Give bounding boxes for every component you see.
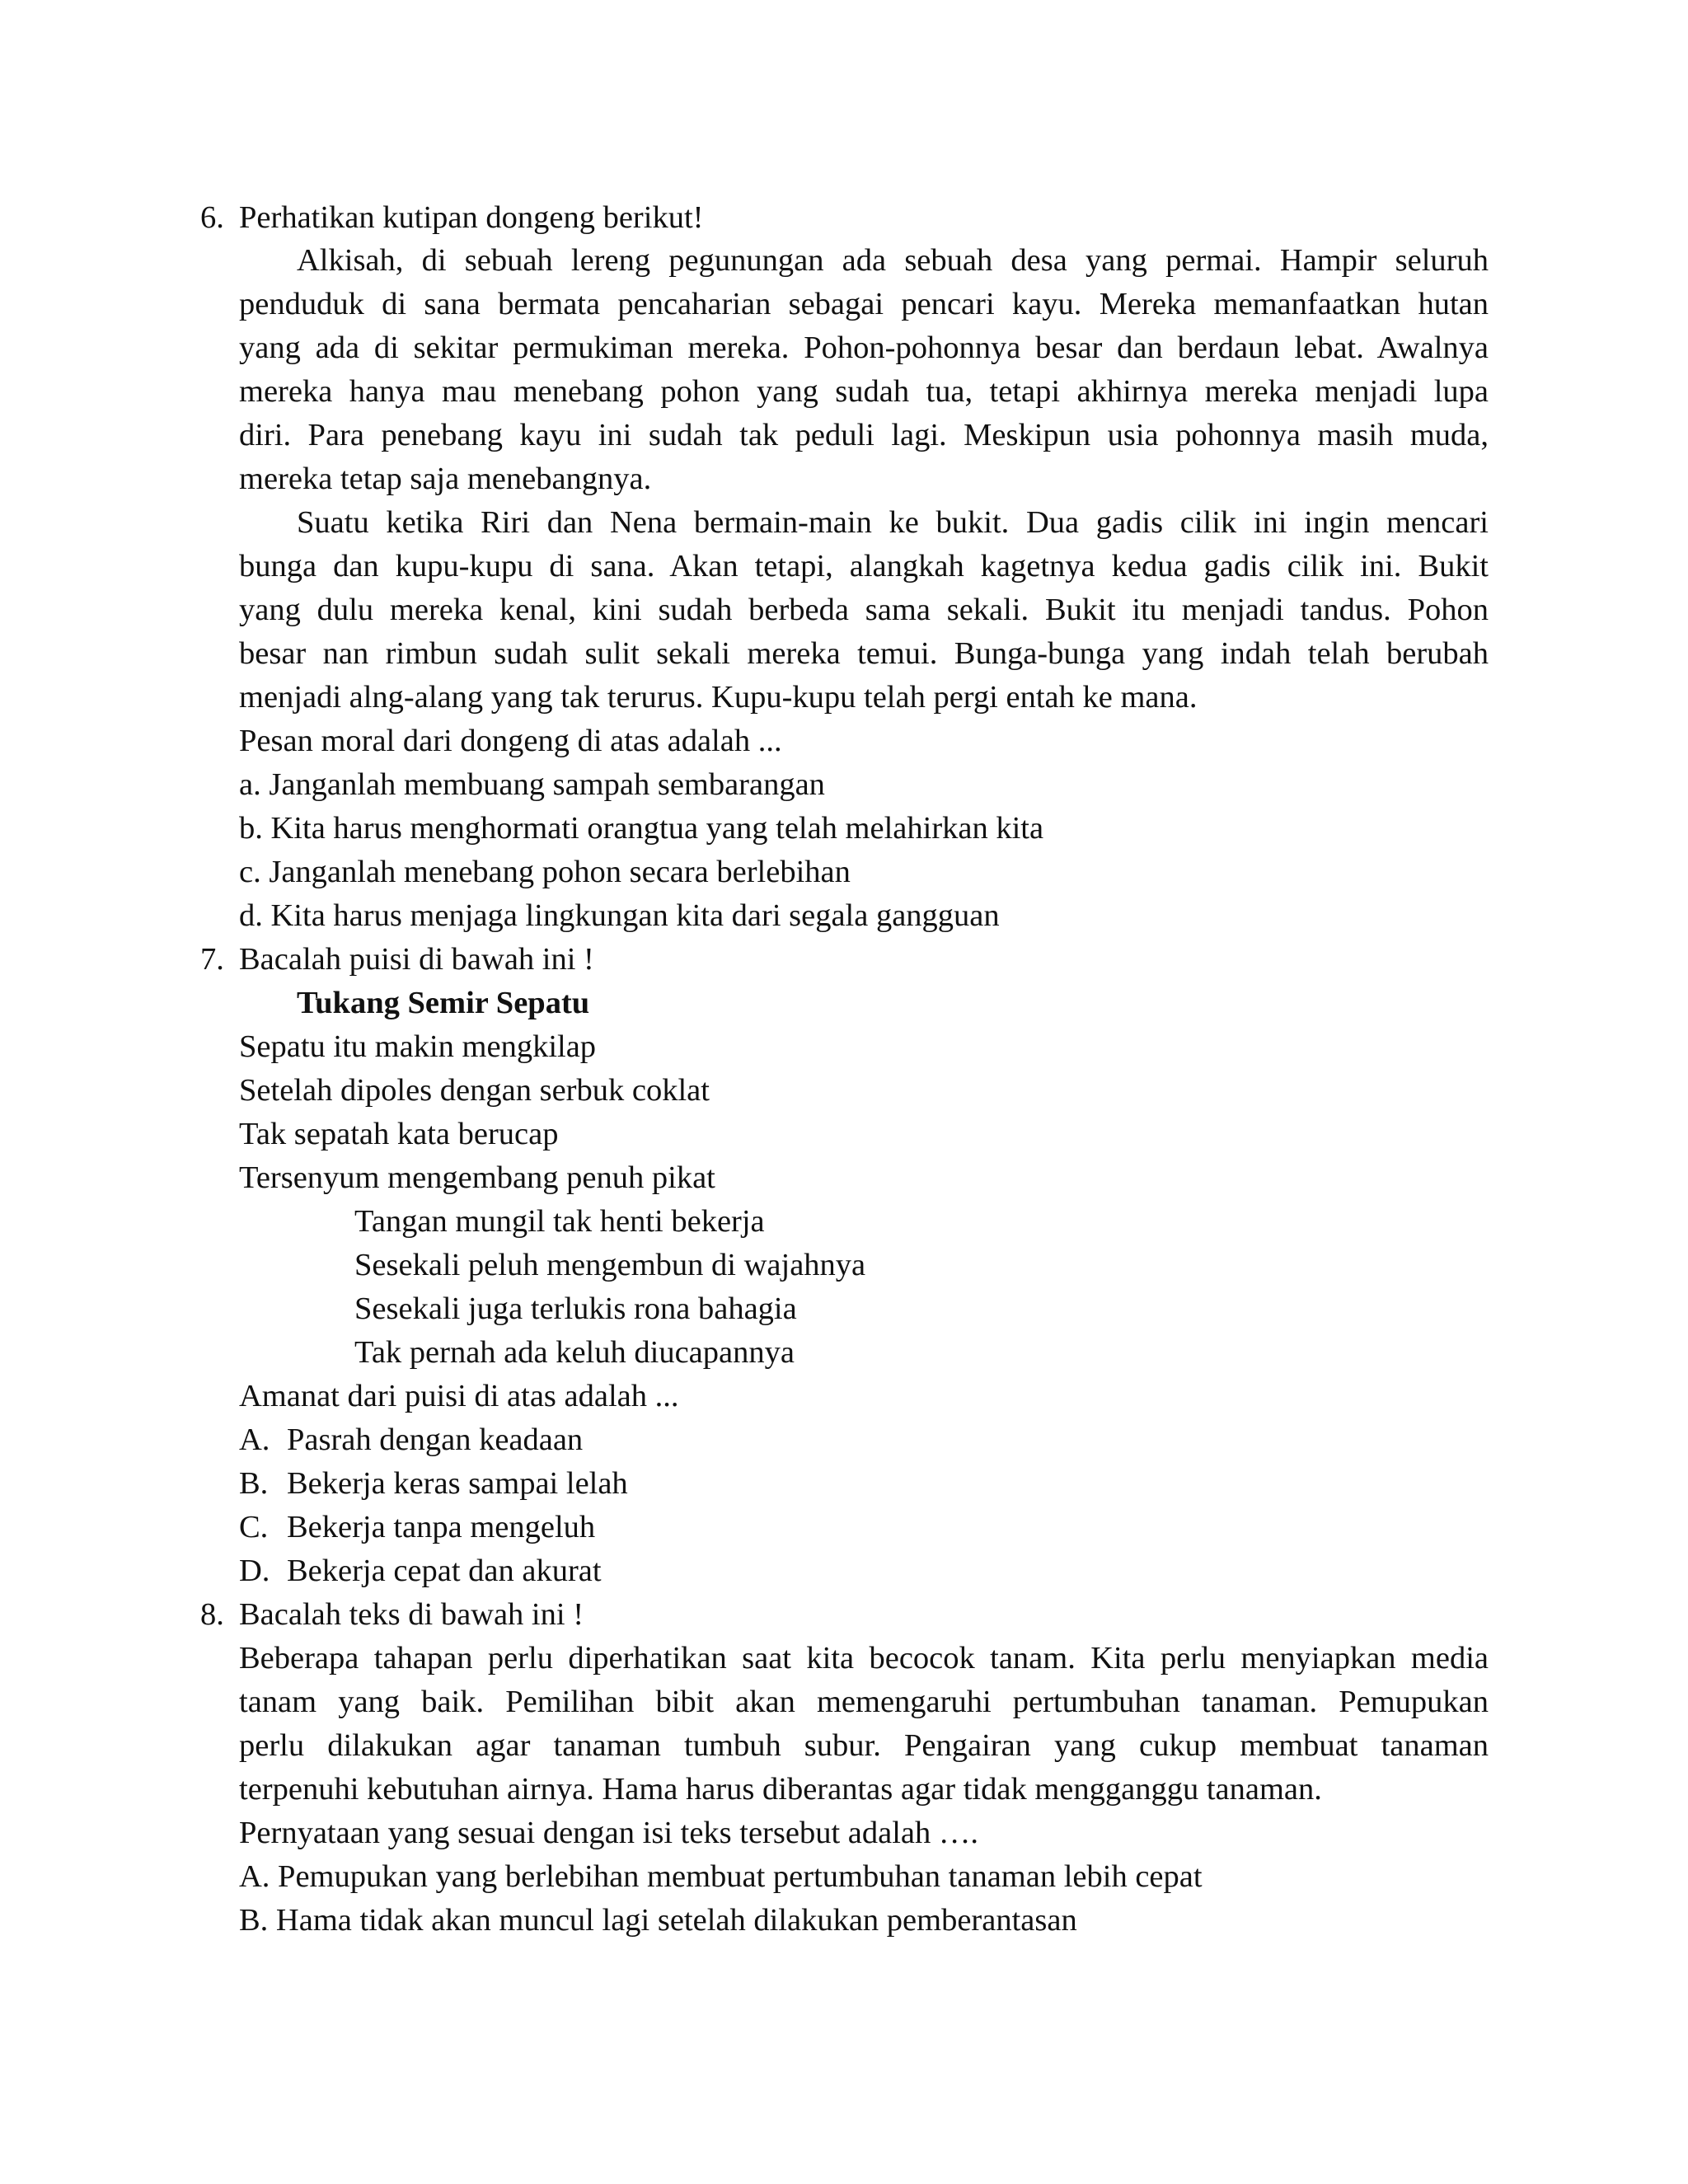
option-text: Pasrah dengan keadaan (287, 1422, 584, 1457)
poem-line: Tangan mungil tak henti bekerja (354, 1204, 765, 1239)
q6-question: Pesan moral dari dongeng di atas adalah ... (239, 724, 782, 758)
q7-prompt: Bacalah puisi di bawah ini ! (239, 942, 594, 977)
q6-p2-line: bunga dan kupu-kupu di sana. Akan tetapi, alangkah kagetnya kedua gadis cilik ini. Bukit (239, 549, 1489, 583)
option-letter: B. (239, 1466, 269, 1501)
q6-option-a: a. Janganlah membuang sampah sembarangan (239, 767, 825, 802)
q7-option-d (239, 1549, 602, 1592)
q8-paragraph-line: terpenuhi kebutuhan airnya. Hama harus diberantas agar tidak mengganggu tanaman. (239, 1772, 1322, 1807)
q6-prompt: Perhatikan kutipan dongeng berikut! (239, 200, 704, 235)
q6-p2-line: besar nan rimbun sudah sulit sekali mereka temui. Bunga-bunga yang indah telah berubah (239, 636, 1489, 671)
q6-p1-line: penduduk di sana bermata pencaharian sebagai pencari kayu. Mereka memanfaatkan hutan (239, 287, 1489, 321)
q8-paragraph-line: Beberapa tahapan perlu diperhatikan saat kita becocok tanam. Kita perlu menyiapkan media (239, 1641, 1489, 1675)
option-text: Bekerja tanpa mengeluh (287, 1510, 596, 1544)
q6-p1-line: yang ada di sekitar permukiman mereka. Pohon-pohonnya besar dan berdaun lebat. Awalnya (239, 330, 1489, 365)
q8-prompt: Bacalah teks di bawah ini ! (239, 1597, 584, 1632)
q6-p1-line: mereka tetap saja menebangnya. (239, 462, 652, 496)
q7-option-c (239, 1506, 595, 1549)
q6-p2-line: yang dulu mereka kenal, kini sudah berbeda sama sekali. Bukit itu menjadi tandus. Pohon (239, 593, 1489, 627)
q7-option-b (239, 1462, 628, 1505)
q6-p2-line: menjadi alng-alang yang tak terurus. Kupu-kupu telah pergi entah ke mana. (239, 680, 1198, 715)
q7-option-a (239, 1418, 583, 1461)
q7-number: 7. (200, 942, 224, 977)
q8-number: 8. (200, 1597, 224, 1632)
option-letter: D. (239, 1554, 270, 1588)
poem-line: Sesekali juga terlukis rona bahagia (354, 1291, 797, 1326)
option-text: Bekerja keras sampai lelah (287, 1466, 628, 1501)
poem-line: Tak pernah ada keluh diucapannya (354, 1335, 795, 1370)
poem-line: Tak sepatah kata berucap (239, 1117, 559, 1151)
q6-p1-line: Alkisah, di sebuah lereng pegunungan ada sebuah desa yang permai. Hampir seluruh (297, 243, 1489, 278)
q8-paragraph-line: perlu dilakukan agar tanaman tumbuh subur. Pengairan yang cukup membuat tanaman (239, 1728, 1489, 1763)
q8-paragraph-line: tanam yang baik. Pemilihan bibit akan memengaruhi pertumbuhan tanaman. Pemupukan (239, 1685, 1489, 1719)
poem-title: Tukang Semir Sepatu (297, 986, 590, 1020)
q6-option-d: d. Kita harus menjaga lingkungan kita dari segala gangguan (239, 898, 1000, 933)
q8-option-a: A. Pemupukan yang berlebihan membuat pertumbuhan tanaman lebih cepat (239, 1859, 1203, 1894)
option-text: Bekerja cepat dan akurat (287, 1554, 602, 1588)
q6-option-c: c. Janganlah menebang pohon secara berlebihan (239, 855, 851, 889)
poem-line: Tersenyum mengembang penuh pikat (239, 1160, 715, 1195)
q6-option-b: b. Kita harus menghormati orangtua yang telah melahirkan kita (239, 811, 1044, 846)
option-letter: C. (239, 1510, 269, 1544)
q8-option-b: B. Hama tidak akan muncul lagi setelah dilakukan pemberantasan (239, 1903, 1077, 1938)
q6-number: 6. (200, 200, 224, 235)
q6-p1-line: mereka hanya mau menebang pohon yang sudah tua, tetapi akhirnya mereka menjadi lupa (239, 374, 1489, 409)
q6-p1-line: diri. Para penebang kayu ini sudah tak peduli lagi. Meskipun usia pohonnya masih muda, (239, 418, 1489, 452)
q8-question: Pernyataan yang sesuai dengan isi teks tersebut adalah …. (239, 1816, 978, 1850)
option-letter: A. (239, 1422, 270, 1457)
poem-line: Sepatu itu makin mengkilap (239, 1029, 597, 1064)
poem-line: Setelah dipoles dengan serbuk coklat (239, 1073, 710, 1108)
poem-line: Sesekali peluh mengembun di wajahnya (354, 1248, 866, 1282)
q7-question: Amanat dari puisi di atas adalah ... (239, 1379, 679, 1413)
q6-p2-line: Suatu ketika Riri dan Nena bermain-main ke bukit. Dua gadis cilik ini ingin mencari (297, 505, 1489, 540)
